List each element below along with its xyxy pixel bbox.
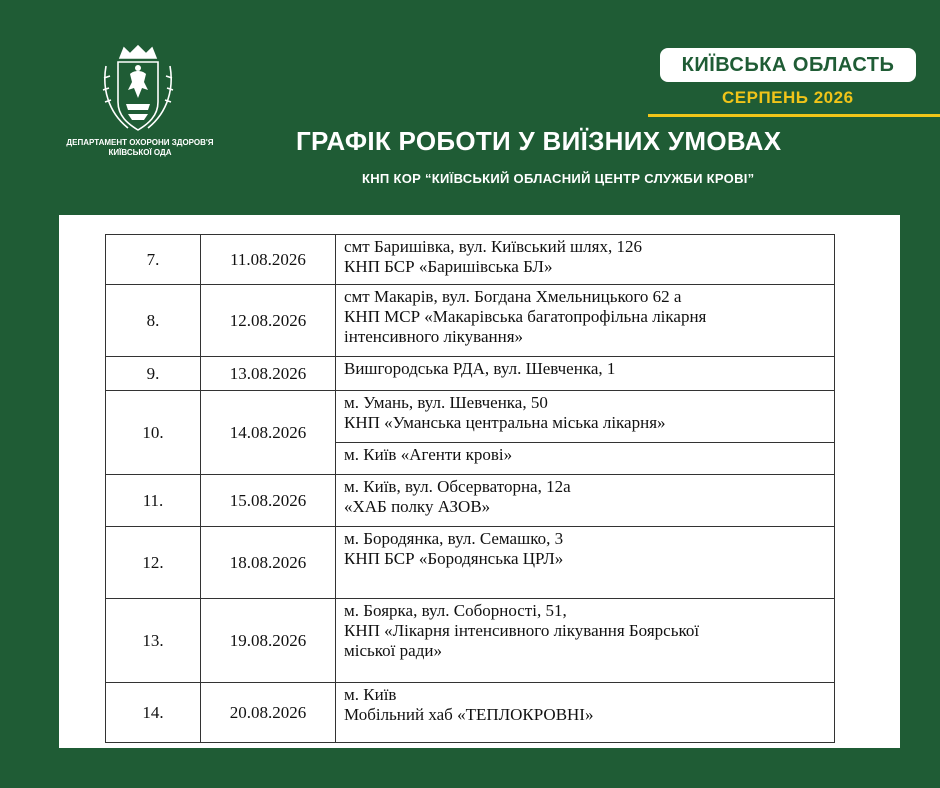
location-line: КНП БСР «Бородянська ЦРЛ» xyxy=(344,549,564,568)
location-line: смт Баришівка, вул. Київський шлях, 126 xyxy=(344,237,642,256)
location-line: м. Умань, вул. Шевченка, 50 xyxy=(344,393,548,412)
row-number: 7. xyxy=(106,235,201,285)
schedule-table xyxy=(105,234,835,743)
row-location xyxy=(336,475,835,527)
page-subtitle: КНП КОР “КИЇВСЬКИЙ ОБЛАСНИЙ ЦЕНТР СЛУЖБИ КРОВІ” xyxy=(362,171,755,186)
location-line: смт Макарів, вул. Богдана Хмельницького 62 а xyxy=(344,287,682,306)
location-line: КНП «Уманська центральна міська лікарня» xyxy=(344,413,666,432)
table-row xyxy=(106,683,835,743)
table-row xyxy=(106,285,835,357)
location-line: Вишгородська РДА, вул. Шевченка, 1 xyxy=(344,359,616,378)
location-line: м. Бородянка, вул. Семашко, 3 xyxy=(344,529,564,548)
row-number: 14. xyxy=(106,683,201,743)
row-number: 10. xyxy=(106,391,201,475)
department-line-2: КИЇВСЬКОЇ ОДА xyxy=(108,148,172,157)
row-location xyxy=(336,285,835,357)
kyiv-oblast-coat-of-arms-icon xyxy=(98,44,178,136)
table-row xyxy=(106,357,835,391)
row-number: 12. xyxy=(106,527,201,599)
table-row xyxy=(106,235,835,285)
table-row xyxy=(106,391,835,443)
location-line: м. Київ «Агенти крові» xyxy=(344,445,513,464)
row-date: 13.08.2026 xyxy=(201,357,336,391)
row-location xyxy=(336,683,835,743)
row-date: 11.08.2026 xyxy=(201,235,336,285)
table-row xyxy=(106,475,835,527)
row-date: 12.08.2026 xyxy=(201,285,336,357)
region-badge: КИЇВСЬКА ОБЛАСТЬ xyxy=(660,48,916,82)
location-line: міської ради» xyxy=(344,641,442,660)
department-line-1: ДЕПАРТАМЕНТ ОХОРОНИ ЗДОРОВ'Я xyxy=(66,138,214,147)
row-location xyxy=(336,357,835,391)
month-label: СЕРПЕНЬ 2026 xyxy=(722,88,854,107)
row-location xyxy=(336,235,835,285)
page-title: ГРАФІК РОБОТИ У ВИЇЗНИХ УМОВАХ xyxy=(296,126,782,156)
row-location xyxy=(336,443,835,475)
month-underline xyxy=(648,114,940,117)
location-line: «ХАБ полку АЗОВ» xyxy=(344,497,491,516)
row-date: 19.08.2026 xyxy=(201,599,336,683)
table-row xyxy=(106,599,835,683)
department-name xyxy=(40,138,240,158)
row-date: 20.08.2026 xyxy=(201,683,336,743)
location-line: КНП МСР «Макарівська багатопрофільна лікарня xyxy=(344,307,707,326)
row-number: 8. xyxy=(106,285,201,357)
row-date: 15.08.2026 xyxy=(201,475,336,527)
location-line: КНП «Лікарня інтенсивного лікування Боярської xyxy=(344,621,700,640)
row-date: 18.08.2026 xyxy=(201,527,336,599)
location-line: м. Київ, вул. Обсерваторна, 12а xyxy=(344,477,571,496)
row-number: 13. xyxy=(106,599,201,683)
location-line: м. Київ xyxy=(344,685,397,704)
row-number: 11. xyxy=(106,475,201,527)
location-line: інтенсивного лікування» xyxy=(344,327,524,346)
table-row xyxy=(106,527,835,599)
row-location xyxy=(336,527,835,599)
location-line: м. Боярка, вул. Соборності, 51, xyxy=(344,601,567,620)
row-location xyxy=(336,391,835,443)
schedule-sheet xyxy=(59,215,900,748)
row-location xyxy=(336,599,835,683)
location-line: КНП БСР «Баришівська БЛ» xyxy=(344,257,553,276)
row-date: 14.08.2026 xyxy=(201,391,336,475)
location-line: Мобільний хаб «ТЕПЛОКРОВНІ» xyxy=(344,705,594,724)
row-number: 9. xyxy=(106,357,201,391)
